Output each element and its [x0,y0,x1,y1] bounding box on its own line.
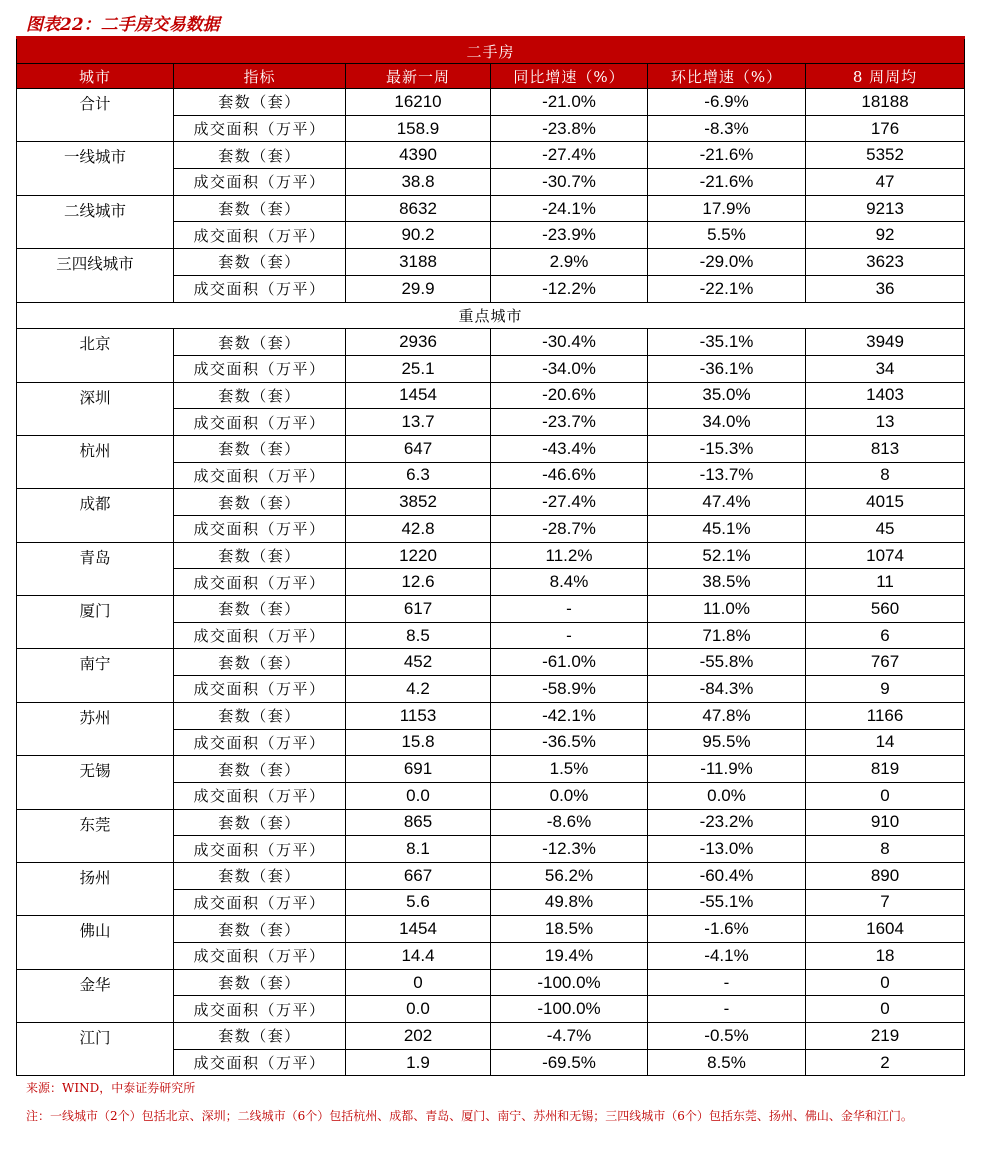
wow-cell: 5.5% [648,222,806,249]
avg8-cell: 813 [806,435,965,462]
wow-cell: -22.1% [648,275,806,302]
latest-week-cell: 202 [346,1023,491,1050]
avg8-cell: 8 [806,462,965,489]
city-cell: 深圳 [17,382,174,435]
yoy-cell: -36.5% [491,729,648,756]
avg8-cell: 2 [806,1049,965,1076]
latest-week-cell: 90.2 [346,222,491,249]
yoy-cell: -8.6% [491,809,648,836]
header-metric: 指标 [174,64,346,89]
city-cell: 三四线城市 [17,249,174,302]
yoy-cell: -42.1% [491,702,648,729]
avg8-cell: 14 [806,729,965,756]
metric-cell: 套数（套） [174,382,346,409]
metric-cell: 成交面积（万平） [174,782,346,809]
metric-cell: 成交面积（万平） [174,836,346,863]
wow-cell: - [648,969,806,996]
section-title: 重点城市 [17,302,965,329]
metric-cell: 成交面积（万平） [174,676,346,703]
city-cell: 合计 [17,89,174,142]
metric-cell: 成交面积（万平） [174,462,346,489]
avg8-cell: 6 [806,622,965,649]
yoy-cell: -27.4% [491,489,648,516]
metric-cell: 成交面积（万平） [174,996,346,1023]
wow-cell: -1.6% [648,916,806,943]
latest-week-cell: 25.1 [346,355,491,382]
city-cell: 厦门 [17,596,174,649]
city-cell: 江门 [17,1023,174,1076]
avg8-cell: 34 [806,355,965,382]
avg8-cell: 5352 [806,142,965,169]
yoy-cell: -69.5% [491,1049,648,1076]
yoy-cell: -21.0% [491,89,648,116]
wow-cell: -84.3% [648,676,806,703]
table-row [17,435,965,462]
latest-week-cell: 865 [346,809,491,836]
table-row [17,649,965,676]
avg8-cell: 1166 [806,702,965,729]
latest-week-cell: 3852 [346,489,491,516]
latest-week-cell: 42.8 [346,516,491,543]
metric-cell: 套数（套） [174,969,346,996]
wow-cell: 11.0% [648,596,806,623]
latest-week-cell: 12.6 [346,569,491,596]
city-cell: 二线城市 [17,195,174,248]
wow-cell: -21.6% [648,142,806,169]
latest-week-cell: 8.1 [346,836,491,863]
wow-cell: -36.1% [648,355,806,382]
yoy-cell: 18.5% [491,916,648,943]
avg8-cell: 0 [806,969,965,996]
metric-cell: 成交面积（万平） [174,943,346,970]
metric-cell: 套数（套） [174,489,346,516]
second-hand-housing-table [16,37,965,1076]
wow-cell: -13.0% [648,836,806,863]
yoy-cell: -58.9% [491,676,648,703]
header-city: 城市 [17,64,174,89]
avg8-cell: 1604 [806,916,965,943]
wow-cell: -21.6% [648,169,806,196]
metric-cell: 成交面积（万平） [174,889,346,916]
yoy-cell: 2.9% [491,249,648,276]
header-latest-week: 最新一周 [346,64,491,89]
wow-cell: -11.9% [648,756,806,783]
wow-cell: -55.1% [648,889,806,916]
avg8-cell: 7 [806,889,965,916]
header-8week-avg: 8 周周均 [806,64,965,89]
yoy-cell: -61.0% [491,649,648,676]
latest-week-cell: 1.9 [346,1049,491,1076]
latest-week-cell: 8.5 [346,622,491,649]
latest-week-cell: 15.8 [346,729,491,756]
wow-cell: 0.0% [648,782,806,809]
avg8-cell: 47 [806,169,965,196]
avg8-cell: 92 [806,222,965,249]
metric-cell: 套数（套） [174,142,346,169]
latest-week-cell: 647 [346,435,491,462]
latest-week-cell: 667 [346,862,491,889]
metric-cell: 成交面积（万平） [174,729,346,756]
wow-cell: -8.3% [648,115,806,142]
latest-week-cell: 691 [346,756,491,783]
table-row [17,702,965,729]
avg8-cell: 0 [806,782,965,809]
yoy-cell: -23.9% [491,222,648,249]
city-cell: 一线城市 [17,142,174,195]
yoy-cell: -23.8% [491,115,648,142]
avg8-cell: 18188 [806,89,965,116]
wow-cell: -60.4% [648,862,806,889]
wow-cell: 34.0% [648,409,806,436]
latest-week-cell: 0 [346,969,491,996]
city-cell: 无锡 [17,756,174,809]
yoy-cell: -12.2% [491,275,648,302]
yoy-cell: -100.0% [491,969,648,996]
table-row [17,142,965,169]
city-cell: 扬州 [17,862,174,915]
avg8-cell: 1403 [806,382,965,409]
yoy-cell: -100.0% [491,996,648,1023]
band-row [17,38,965,64]
wow-cell: - [648,996,806,1023]
metric-cell: 成交面积（万平） [174,409,346,436]
wow-cell: 17.9% [648,195,806,222]
metric-cell: 套数（套） [174,542,346,569]
yoy-cell: 8.4% [491,569,648,596]
wow-cell: 47.8% [648,702,806,729]
yoy-cell: - [491,622,648,649]
latest-week-cell: 14.4 [346,943,491,970]
city-cell: 金华 [17,969,174,1022]
latest-week-cell: 1153 [346,702,491,729]
metric-cell: 套数（套） [174,649,346,676]
avg8-cell: 18 [806,943,965,970]
wow-cell: 38.5% [648,569,806,596]
avg8-cell: 3949 [806,329,965,356]
metric-cell: 套数（套） [174,329,346,356]
wow-cell: 47.4% [648,489,806,516]
latest-week-cell: 4.2 [346,676,491,703]
wow-cell: 52.1% [648,542,806,569]
metric-cell: 套数（套） [174,89,346,116]
wow-cell: 45.1% [648,516,806,543]
wow-cell: 71.8% [648,622,806,649]
table-row [17,969,965,996]
city-cell: 杭州 [17,435,174,488]
avg8-cell: 8 [806,836,965,863]
wow-cell: -6.9% [648,89,806,116]
figure-title: 图表22：二手房交易数据 [26,15,220,35]
latest-week-cell: 2936 [346,329,491,356]
latest-week-cell: 3188 [346,249,491,276]
avg8-cell: 36 [806,275,965,302]
footnote: 注：一线城市（2个）包括北京、深圳；二线城市（6个）包括杭州、成都、青岛、厦门、南宁、苏州和无锡；三四线城市（6个）包括东莞、扬州、佛山、金华和江门。 [26,1109,913,1123]
wow-cell: 95.5% [648,729,806,756]
city-cell: 成都 [17,489,174,542]
avg8-cell: 819 [806,756,965,783]
metric-cell: 套数（套） [174,435,346,462]
table-row [17,489,965,516]
wow-cell: -0.5% [648,1023,806,1050]
metric-cell: 成交面积（万平） [174,355,346,382]
metric-cell: 套数（套） [174,756,346,783]
yoy-cell: -28.7% [491,516,648,543]
wow-cell: -55.8% [648,649,806,676]
metric-cell: 成交面积（万平） [174,1049,346,1076]
wow-cell: -35.1% [648,329,806,356]
city-cell: 南宁 [17,649,174,702]
wow-cell: -13.7% [648,462,806,489]
metric-cell: 套数（套） [174,916,346,943]
avg8-cell: 4015 [806,489,965,516]
latest-week-cell: 38.8 [346,169,491,196]
table-row [17,249,965,276]
table-row [17,916,965,943]
metric-cell: 成交面积（万平） [174,222,346,249]
avg8-cell: 11 [806,569,965,596]
wow-cell: -29.0% [648,249,806,276]
avg8-cell: 13 [806,409,965,436]
latest-week-cell: 617 [346,596,491,623]
latest-week-cell: 13.7 [346,409,491,436]
latest-week-cell: 4390 [346,142,491,169]
header-wow: 环比增速（%） [648,64,806,89]
latest-week-cell: 158.9 [346,115,491,142]
wow-cell: -4.1% [648,943,806,970]
table-row [17,542,965,569]
section-row [17,302,965,329]
metric-cell: 套数（套） [174,702,346,729]
table-row [17,1023,965,1050]
city-cell: 佛山 [17,916,174,969]
table-row [17,382,965,409]
latest-week-cell: 8632 [346,195,491,222]
avg8-cell: 3623 [806,249,965,276]
wow-cell: 8.5% [648,1049,806,1076]
avg8-cell: 0 [806,996,965,1023]
header-row [17,64,965,89]
avg8-cell: 45 [806,516,965,543]
yoy-cell: -30.7% [491,169,648,196]
table-row [17,809,965,836]
metric-cell: 套数（套） [174,862,346,889]
wow-cell: 35.0% [648,382,806,409]
band-title: 二手房 [17,38,965,64]
city-cell: 东莞 [17,809,174,862]
metric-cell: 成交面积（万平） [174,169,346,196]
yoy-cell: -46.6% [491,462,648,489]
latest-week-cell: 5.6 [346,889,491,916]
metric-cell: 套数（套） [174,1023,346,1050]
latest-week-cell: 0.0 [346,996,491,1023]
yoy-cell: -24.1% [491,195,648,222]
yoy-cell: -27.4% [491,142,648,169]
avg8-cell: 219 [806,1023,965,1050]
metric-cell: 成交面积（万平） [174,275,346,302]
metric-cell: 套数（套） [174,809,346,836]
yoy-cell: -30.4% [491,329,648,356]
table-row [17,89,965,116]
city-cell: 青岛 [17,542,174,595]
metric-cell: 成交面积（万平） [174,569,346,596]
latest-week-cell: 452 [346,649,491,676]
avg8-cell: 910 [806,809,965,836]
latest-week-cell: 1454 [346,916,491,943]
avg8-cell: 890 [806,862,965,889]
latest-week-cell: 29.9 [346,275,491,302]
header-yoy: 同比增速（%） [491,64,648,89]
yoy-cell: 19.4% [491,943,648,970]
table-row [17,596,965,623]
figure-title-bar [16,6,965,38]
latest-week-cell: 0.0 [346,782,491,809]
metric-cell: 成交面积（万平） [174,516,346,543]
yoy-cell: 11.2% [491,542,648,569]
yoy-cell: -12.3% [491,836,648,863]
avg8-cell: 9213 [806,195,965,222]
yoy-cell: -4.7% [491,1023,648,1050]
metric-cell: 套数（套） [174,596,346,623]
metric-cell: 套数（套） [174,195,346,222]
metric-cell: 套数（套） [174,249,346,276]
yoy-cell: 0.0% [491,782,648,809]
yoy-cell: -20.6% [491,382,648,409]
yoy-cell: -23.7% [491,409,648,436]
table-body [17,38,965,1076]
avg8-cell: 560 [806,596,965,623]
wow-cell: -23.2% [648,809,806,836]
yoy-cell: 1.5% [491,756,648,783]
avg8-cell: 176 [806,115,965,142]
yoy-cell: -34.0% [491,355,648,382]
latest-week-cell: 1454 [346,382,491,409]
yoy-cell: - [491,596,648,623]
city-cell: 北京 [17,329,174,382]
yoy-cell: 56.2% [491,862,648,889]
avg8-cell: 767 [806,649,965,676]
yoy-cell: -43.4% [491,435,648,462]
table-row [17,329,965,356]
metric-cell: 成交面积（万平） [174,622,346,649]
wow-cell: -15.3% [648,435,806,462]
avg8-cell: 9 [806,676,965,703]
latest-week-cell: 6.3 [346,462,491,489]
latest-week-cell: 1220 [346,542,491,569]
city-cell: 苏州 [17,702,174,755]
table-row [17,862,965,889]
yoy-cell: 49.8% [491,889,648,916]
latest-week-cell: 16210 [346,89,491,116]
metric-cell: 成交面积（万平） [174,115,346,142]
table-row [17,195,965,222]
table-row [17,756,965,783]
avg8-cell: 1074 [806,542,965,569]
source-note: 来源：WIND，中泰证券研究所 [26,1081,196,1095]
